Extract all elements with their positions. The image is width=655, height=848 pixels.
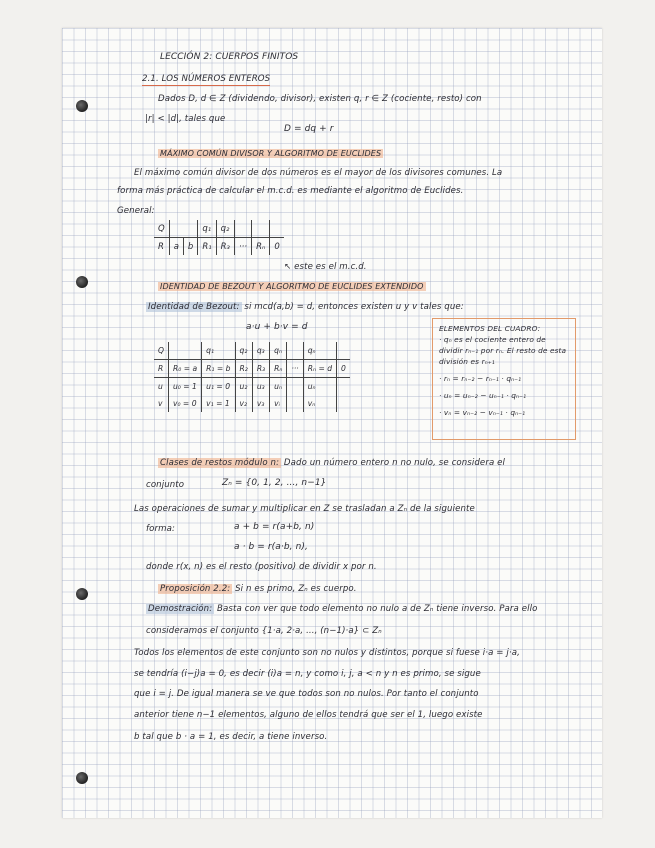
table-cell <box>168 342 201 360</box>
mcd-note: este es el m.c.d. <box>294 262 367 272</box>
mcd-line-2: forma más práctica de calcular el m.c.d. es mediante el algoritmo de Euclides. <box>117 186 464 196</box>
table-cell: Q <box>154 342 168 360</box>
mcd-arrow-note: ↖ este es el m.c.d. <box>284 262 367 272</box>
binder-hole-icon <box>76 772 88 784</box>
proof-line-2: consideramos el conjunto {1·a, 2·a, ..., (n−1)·a} ⊂ Zₙ <box>146 626 382 636</box>
box-item: · vₙ = vₙ₋₂ − vₙ₋₁ · qₙ₋₁ <box>439 408 526 417</box>
binder-hole-icon <box>76 588 88 600</box>
table-cell: q₂ <box>235 342 252 360</box>
division-line-1: Dados D, d ∈ Z (dividendo, divisor), existen q, r ∈ Z (cociente, resto) con <box>158 94 482 104</box>
clases-line-1 <box>158 458 505 468</box>
table-cell <box>287 342 303 360</box>
table-cell: q₁ <box>202 342 235 360</box>
table-cell <box>252 220 270 238</box>
bezout-label: Identidad de Bezout: <box>148 302 240 312</box>
table-cell: R₁ <box>198 238 216 256</box>
proof-line-1 <box>146 604 537 614</box>
table-cell: R₁ = b <box>202 360 235 378</box>
clases-conjunto: conjunto <box>146 480 185 490</box>
table-cell: Rₙ = d <box>303 360 336 378</box>
box-item: · qₙ es el cociente entero de dividir rₙ₋₁ por rₙ. El resto de esta división es rₙ₊₁ <box>439 335 567 366</box>
table-cell: uₙ <box>303 378 336 396</box>
table-cell: R₃ <box>216 238 234 256</box>
table-cell: qₙ <box>303 342 336 360</box>
section-heading: 2.1. LOS NÚMEROS ENTEROS <box>142 74 271 84</box>
table-cell: u₂ <box>235 378 252 396</box>
proposition-text: Si n es primo, Zₙ es cuerpo. <box>232 584 357 594</box>
table-cell: R₂ <box>235 360 252 378</box>
proof-line-6: anterior tiene n−1 elementos, alguno de ellos tendrá que ser el 1, luego existe <box>134 710 483 720</box>
bezout-heading: IDENTIDAD DE BEZOUT Y ALGORITMO DE EUCLIDES EXTENDIDO <box>160 282 424 291</box>
euclid-table <box>154 220 284 255</box>
table-cell: R <box>158 241 164 252</box>
extended-euclid-table <box>154 342 350 412</box>
table-cell: ··· <box>234 238 251 256</box>
proof-line-4: se tendría (i−j)a = 0, es decir (i)a = n, y como i, j, a < n y n es primo, se sigue <box>134 669 481 679</box>
proof-line-3: Todos los elementos de este conjunto son no nulos y distintos, porque si fuese i·a = j·a, <box>134 648 520 658</box>
bezout-line <box>146 302 464 312</box>
table-cell: q₁ <box>198 220 216 238</box>
division-formula: D = dq + r <box>284 124 334 134</box>
box-item: · uₙ = uₙ₋₂ − uₙ₋₁ · qₙ₋₁ <box>439 391 527 400</box>
clases-label: Clases de restos módulo n: <box>160 458 280 468</box>
proof-line-7: b tal que b · a = 1, es decir, a tiene inverso. <box>134 732 328 742</box>
clases-text: Dado un número entero n no nulo, se considera el <box>281 458 506 468</box>
notebook-page <box>62 28 602 818</box>
binder-hole-icon <box>76 100 88 112</box>
table-cell: q₂ <box>216 220 234 238</box>
table-cell: vᵢ <box>270 395 287 412</box>
table-elements-box <box>432 318 576 440</box>
mcd-general-label: General: <box>117 206 155 216</box>
table-cell <box>337 378 350 396</box>
table-cell: u₃ <box>252 378 269 396</box>
table-cell: uₙ <box>270 378 287 396</box>
table-cell <box>169 220 183 238</box>
table-cell: v₂ <box>235 395 252 412</box>
table-cell: Q <box>154 220 169 238</box>
box-title: ELEMENTOS DEL CUADRO: <box>439 324 541 333</box>
table-cell: Rₙ <box>270 360 287 378</box>
box-item: · rₙ = rₙ₋₂ − rₙ₋₁ · qₙ₋₁ <box>439 374 522 383</box>
proposition <box>158 584 357 594</box>
table-cell: R₀ = a <box>168 360 201 378</box>
table-cell: v <box>158 399 163 408</box>
table-cell <box>183 220 197 238</box>
proposition-label: Proposición 2.2: <box>160 584 231 594</box>
clases-line-3: Las operaciones de sumar y multiplicar en Z se trasladan a Zₙ de la siguiente <box>134 504 475 514</box>
zn-set: Zₙ = {0, 1, 2, ..., n−1} <box>222 478 327 488</box>
table-cell: v₁ = 1 <box>202 395 235 412</box>
bezout-formula: a·u + b·v = d <box>246 322 308 332</box>
sum-formula: a + b = r(a+b, n) <box>234 522 315 532</box>
table-cell <box>270 220 284 238</box>
table-cell <box>234 220 251 238</box>
table-cell <box>337 395 350 412</box>
table-cell: Rₙ <box>252 238 270 256</box>
clases-forma: forma: <box>146 524 175 534</box>
proof-line-5: que i = j. De igual manera se ve que todos son no nulos. Por tanto el conjunto <box>134 689 479 699</box>
table-cell: b <box>183 238 197 256</box>
table-cell: vₙ <box>303 395 336 412</box>
product-formula: a · b = r(a·b, n), <box>234 542 308 552</box>
table-cell: R <box>154 360 168 378</box>
table-cell: 0 <box>270 238 284 256</box>
proof-label: Demostración: <box>148 604 213 614</box>
bezout-text: si mcd(a,b) = d, entonces existen u y v tales que: <box>241 302 464 312</box>
table-cell: ··· <box>287 360 303 378</box>
lesson-title: LECCIÓN 2: CUERPOS FINITOS <box>160 52 299 62</box>
table-cell: v₃ <box>252 395 269 412</box>
proof-text: Basta con ver que todo elemento no nulo a de Zₙ tiene inverso. Para ello <box>214 604 538 614</box>
mcd-line-1: El máximo común divisor de dos números es el mayor de los divisores comunes. La <box>134 168 503 178</box>
binder-hole-icon <box>76 276 88 288</box>
table-cell: a <box>169 238 183 256</box>
table-cell <box>287 395 303 412</box>
table-cell: u₀ = 1 <box>168 378 201 396</box>
table-cell: u <box>158 382 163 391</box>
table-cell: v₀ = 0 <box>168 395 201 412</box>
table-cell: qₙ <box>270 342 287 360</box>
table-cell: u₁ = 0 <box>202 378 235 396</box>
table-cell: R₃ <box>252 360 269 378</box>
mcd-heading: MÁXIMO COMÚN DIVISOR Y ALGORITMO DE EUCLIDES <box>160 149 382 158</box>
table-cell <box>337 342 350 360</box>
table-cell: 0 <box>337 360 350 378</box>
clases-line-5: donde r(x, n) es el resto (positivo) de dividir x por n. <box>146 562 377 572</box>
division-line-2: |r| < |d|, tales que <box>145 114 226 124</box>
table-cell: q₃ <box>252 342 269 360</box>
table-cell <box>287 378 303 396</box>
